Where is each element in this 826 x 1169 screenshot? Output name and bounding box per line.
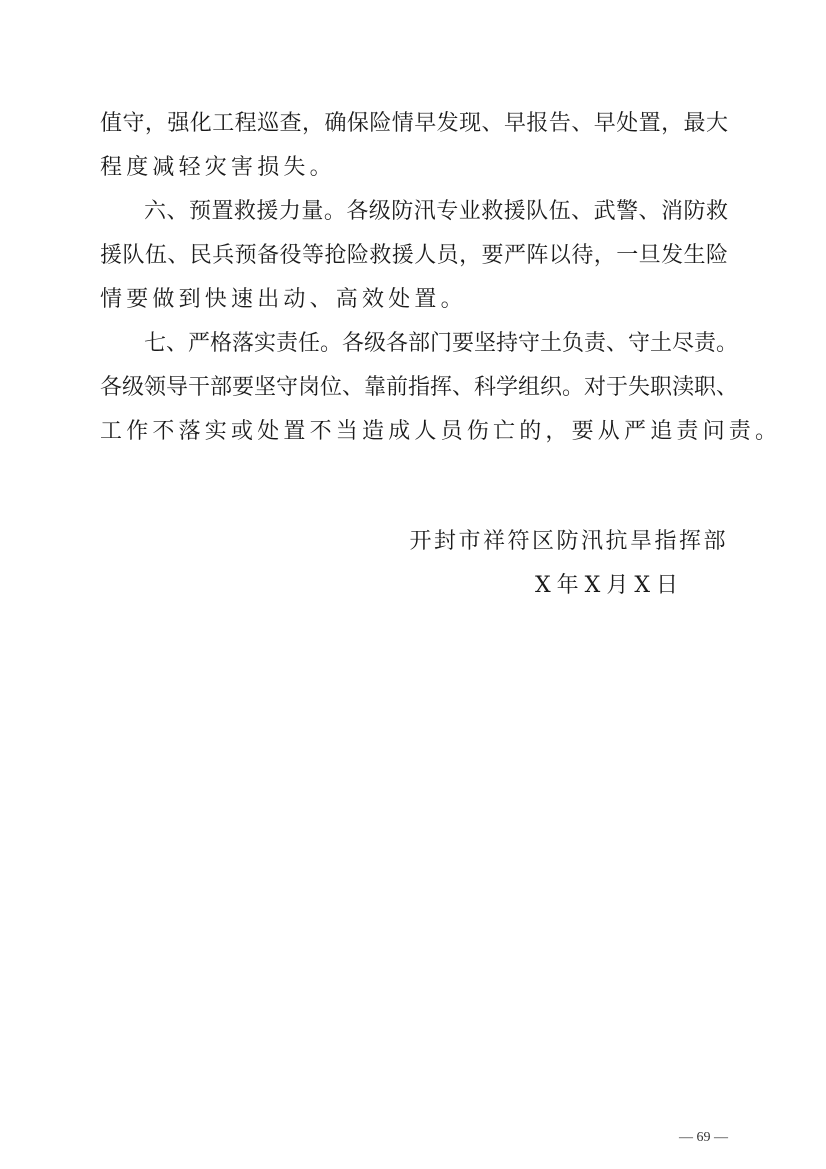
text-line: 各级领导干部要坚守岗位、靠前指挥、科学组织。对于失职渎职、 (100, 375, 739, 400)
issue-date: X年X月X日 (535, 573, 684, 598)
text-line: 值守，强化工程巡查，确保险情早发现、早报告、早处置，最大 (100, 111, 728, 136)
document-body (100, 102, 782, 454)
issuing-organization: 开封市祥符区防汛抗旱指挥部 (409, 529, 728, 554)
paragraph-rescue-forces (100, 190, 728, 322)
text-line: 程度减轻灾害损失。 (100, 155, 336, 180)
paragraph-responsibility (100, 322, 782, 454)
signature-block (409, 520, 728, 608)
paragraph-duty (100, 102, 728, 190)
text-line: 情要做到快速出动、高效处置。 (100, 287, 467, 312)
text-line: 援队伍、民兵预备役等抢险救援人员，要严阵以待，一旦发生险 (100, 243, 728, 268)
text-line: 工作不落实或处置不当造成人员伤亡的，要从严追责问责。 (100, 419, 782, 444)
text-line: 六、预置救援力量。各级防汛专业救援队伍、武警、消防救 (144, 199, 728, 224)
text-line: 七、严格落实责任。各级各部门要坚持守土负责、守土尽责。 (144, 331, 739, 356)
page-number: — 69 — (679, 1130, 728, 1145)
